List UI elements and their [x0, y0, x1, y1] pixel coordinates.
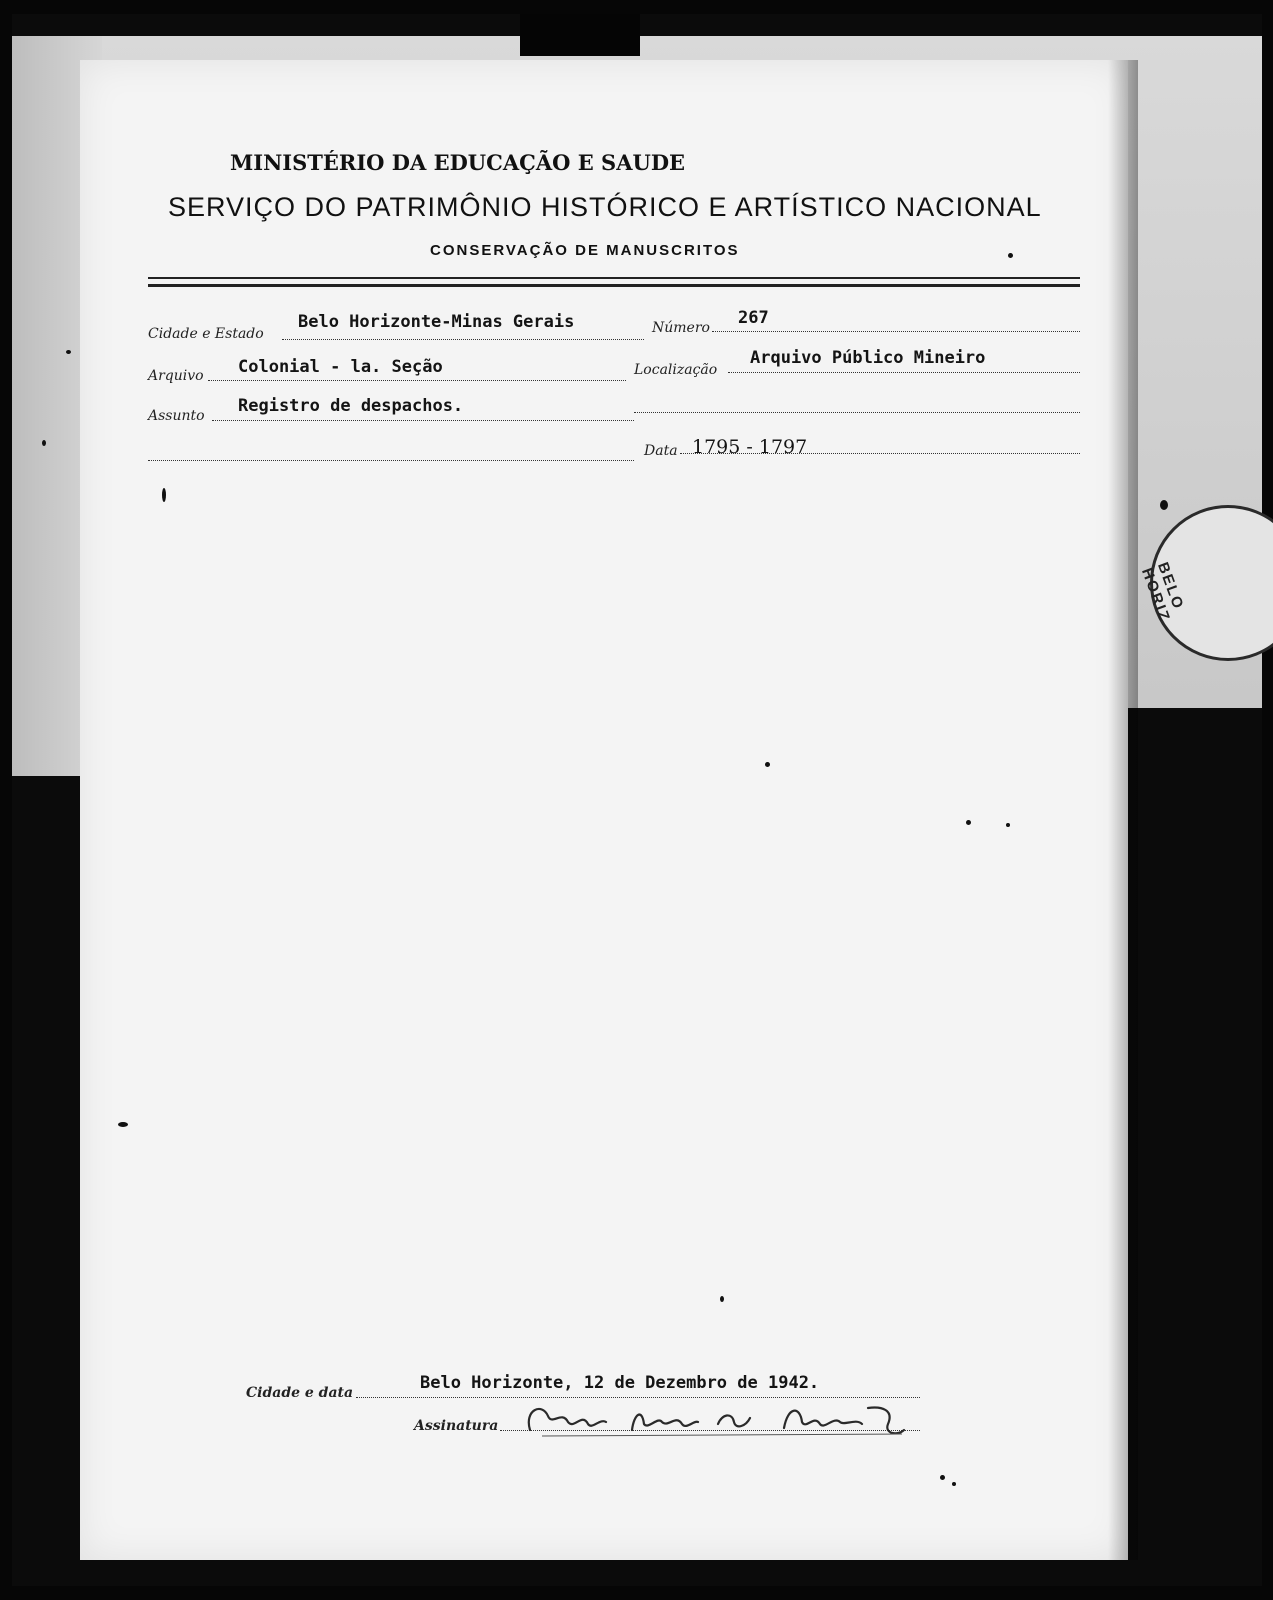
scan-speck	[1008, 253, 1013, 258]
header-rule-thin	[148, 277, 1080, 279]
scan-speck	[765, 762, 770, 767]
blank-line	[148, 460, 634, 461]
scan-speck	[42, 440, 46, 446]
numero-label: Número	[652, 320, 710, 336]
division-heading: CONSERVAÇÃO DE MANUSCRITOS	[430, 242, 740, 259]
scan-speck	[162, 488, 166, 502]
data-value: 1795 - 1797	[692, 436, 808, 458]
header-rule-thick	[148, 284, 1080, 287]
handwritten-signature	[522, 1400, 922, 1440]
cidade-estado-label: Cidade e Estado	[148, 326, 264, 342]
cidade-estado-value: Belo Horizonte-Minas Gerais	[298, 312, 575, 332]
page-edge-shadow	[1108, 60, 1138, 1560]
ministry-heading: MINISTÉRIO DA EDUCAÇÃO E SAUDE	[230, 150, 686, 175]
numero-value: 267	[738, 308, 769, 328]
arquivo-line	[208, 380, 626, 381]
assunto-label: Assunto	[148, 408, 205, 424]
cidade-data-label: Cidade e data	[246, 1385, 354, 1401]
assunto-line	[212, 420, 634, 421]
arquivo-label: Arquivo	[148, 368, 204, 384]
assinatura-label: Assinatura	[414, 1418, 499, 1434]
scan-speck	[1006, 823, 1010, 827]
cidade-estado-line	[282, 339, 644, 340]
top-clip-shadow	[520, 14, 640, 56]
localizacao-label: Localização	[634, 362, 718, 378]
assunto-line-right	[634, 412, 1080, 413]
assunto-value: Registro de despachos.	[238, 396, 464, 416]
data-label: Data	[644, 443, 678, 459]
scan-speck	[720, 1296, 724, 1302]
scan-speck	[1160, 500, 1168, 510]
archive-stamp-text: BELO HORIZ	[1138, 560, 1187, 625]
localizacao-value: Arquivo Público Mineiro	[750, 348, 986, 368]
arquivo-value: Colonial - la. Seção	[238, 357, 443, 377]
localizacao-line	[728, 372, 1080, 373]
scan-speck	[966, 820, 971, 825]
numero-line	[712, 331, 1080, 332]
service-heading: SERVIÇO DO PATRIMÔNIO HISTÓRICO E ARTÍSTICO NACIONAL	[168, 192, 1042, 222]
scan-speck	[940, 1475, 945, 1480]
scan-speck	[66, 350, 71, 354]
cidade-data-value: Belo Horizonte, 12 de Dezembro de 1942.	[420, 1373, 820, 1393]
scan-speck	[118, 1122, 128, 1127]
scan-speck	[952, 1482, 956, 1486]
cidade-data-line	[356, 1397, 920, 1398]
